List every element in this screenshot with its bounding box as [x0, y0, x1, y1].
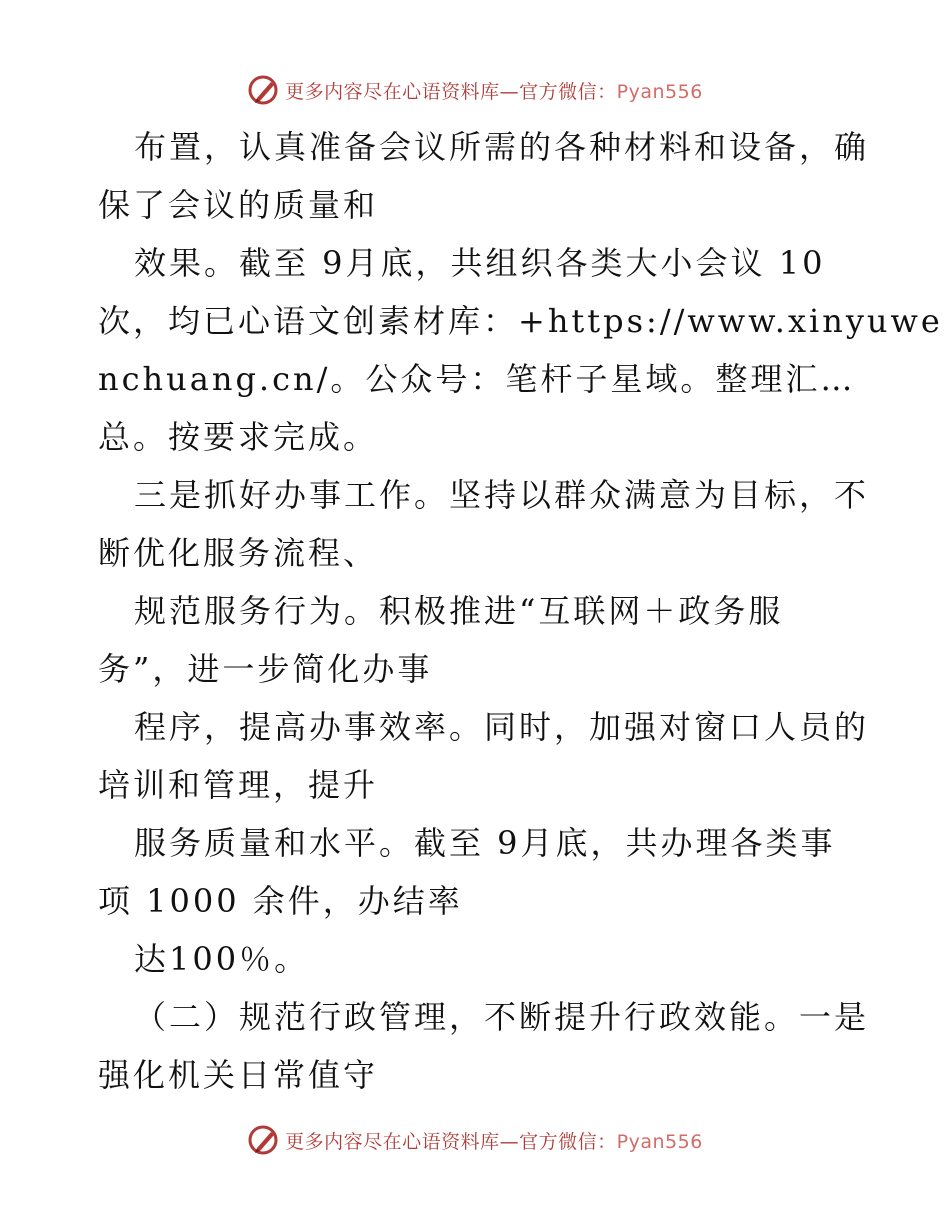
- text-line: 务”，进一步简化办事: [98, 650, 433, 688]
- text-line: 强化机关日常值守: [98, 1056, 379, 1094]
- text-line: 达100％。: [134, 940, 310, 978]
- document-body: [98, 118, 943, 1104]
- text-line: 保了会议的质量和: [98, 186, 379, 224]
- text-line: 三是抓好办事工作。坚持以群众满意为目标，不: [134, 476, 870, 514]
- header-watermark: [0, 70, 950, 110]
- watermark-text: 更多内容尽在心语资料库—官方微信：Pyan556: [285, 80, 703, 103]
- text-line: 断优化服务流程、: [98, 534, 379, 572]
- text-line: nchuang.cn/。公众号：笔杆子星域。整理汇…: [98, 360, 856, 398]
- pen-logo-icon: [247, 73, 281, 107]
- text-line: 次，均已心语文创素材库：+https://www.xinyuwe: [98, 302, 943, 340]
- text-line: 项 1000 余件，办结率: [98, 882, 463, 920]
- text-line: 总。按要求完成。: [98, 418, 379, 456]
- watermark-handle: Pyan556: [616, 80, 703, 103]
- text-line: （二）规范行政管理，不断提升行政效能。一是: [134, 998, 870, 1036]
- watermark-text: 更多内容尽在心语资料库—官方微信：Pyan556: [285, 1130, 703, 1153]
- text-line: 规范服务行为。积极推进“互联网＋政务服: [134, 592, 784, 630]
- text-line: 程序，提高办事效率。同时，加强对窗口人员的: [134, 708, 870, 746]
- footer-watermark: [0, 1120, 950, 1160]
- text-line: 效果。截至 9月底，共组织各类大小会议 10: [134, 244, 826, 282]
- text-line: 布置，认真准备会议所需的各种材料和设备，确: [134, 128, 870, 166]
- text-line: 培训和管理，提升: [98, 766, 379, 804]
- watermark-handle: Pyan556: [616, 1130, 703, 1153]
- text-line: 服务质量和水平。截至 9月底，共办理各类事: [134, 824, 836, 862]
- pen-logo-icon: [247, 1123, 281, 1157]
